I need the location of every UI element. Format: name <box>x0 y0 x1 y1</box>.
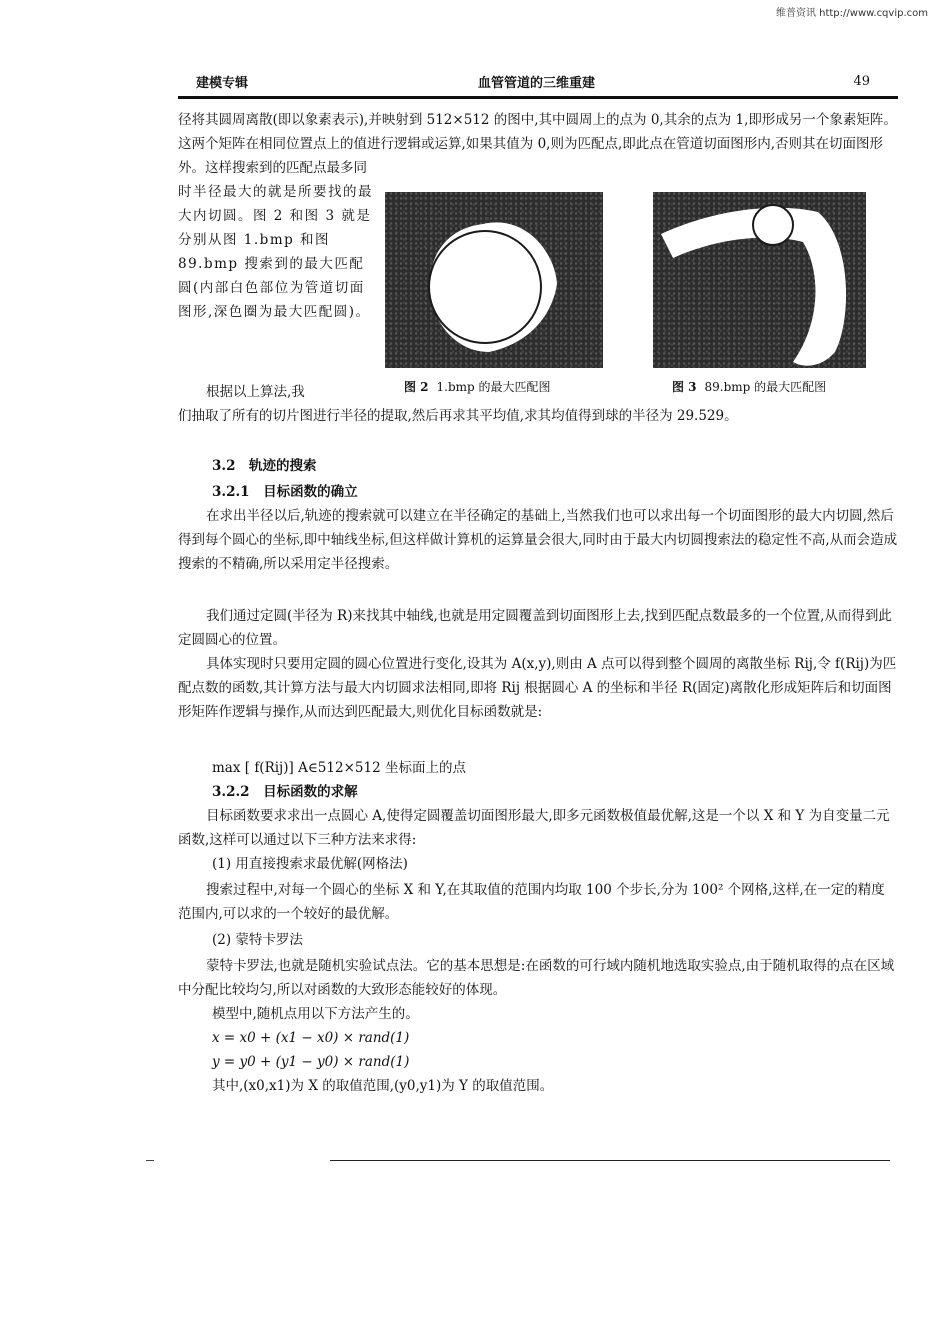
watermark: 维普资讯 http://www.cqvip.com <box>775 8 928 19</box>
figure-3-caption <box>672 378 826 395</box>
paragraph-2-start: 根据以上算法,我 <box>206 384 305 400</box>
heading-3-2-1: 3.2.1 目标函数的确立 <box>212 484 358 500</box>
paragraph-9: 模型中,随机点用以下方法产生的。 <box>212 1006 419 1022</box>
paragraph-8: 蒙特卡罗法,也就是随机实验试点法。它的基本思想是:在函数的可行域内随机地选取实验点,由于随机取得的点在区域中分配比较均匀,所以对函数的大致形态能较好的体现。 <box>178 958 895 998</box>
page-number: 49 <box>853 74 870 89</box>
footer-tick <box>146 1160 154 1161</box>
paragraph-6: 目标函数要求求出一点圆心 A,使得定圆覆盖切面图形最大,即多元函数极值最优解,这是一个以 X 和 Y 为自变量二元函数,这样可以通过以下三种方法来求得: <box>178 808 890 848</box>
running-header <box>178 66 898 94</box>
header-section: 建模专辑 <box>196 76 249 91</box>
figure-2-graphic <box>385 192 603 368</box>
paragraph-1: 径将其圆周离散(即以象素表示),并映射到 512×512 的图中,其中圆周上的点为 0,其余的点为 1,即形成另一个象素矩阵。这两个矩阵在相同位置点上的值进行逻辑或运算,如果其值为 0,则为匹配点,即此点在管道切面图形内,否则其在切面图形外。这样搜索到的匹配点最多同 <box>178 112 897 176</box>
header-title: 血管管道的三维重建 <box>478 76 596 91</box>
paragraph-7: 搜索过程中,对每一个圆心的坐标 X 和 Y,在其取值的范围内均取 100 个步长,分为 100² 个网格,这样,在一定的精度范围内,可以求的一个较好的最优解。 <box>178 882 885 922</box>
paragraph-4: 我们通过定圆(半径为 R)来找其中轴线,也就是用定圆覆盖到切面图形上去,找到匹配点数最多的一个位置,从而得到此定圆圆心的位置。 <box>178 608 892 648</box>
figure-2-caption-text: 1.bmp 的最大匹配图 <box>436 380 551 394</box>
heading-3-2: 3.2 轨迹的搜索 <box>212 458 317 474</box>
footer-rule <box>330 1160 890 1161</box>
heading-3-2-2: 3.2.2 目标函数的求解 <box>212 784 358 800</box>
paragraph-2: 们抽取了所有的切片图进行半径的提取,然后再求其平均值,求其均值得到球的半径为 29.529。 <box>178 408 738 424</box>
paragraph-10: 其中,(x0,x1)为 X 的取值范围,(y0,y1)为 Y 的取值范围。 <box>212 1078 554 1094</box>
figure-3-caption-text: 89.bmp 的最大匹配图 <box>704 380 827 394</box>
method-1-heading: (1) 用直接搜索求最优解(网格法) <box>212 856 408 872</box>
paragraph-3: 在求出半径以后,轨迹的搜索就可以建立在半径确定的基础上,当然我们也可以求出每一个切面图形的最大内切圆,然后得到每个圆心的坐标,即中轴线坐标,但这样做计算机的运算量会很大,同时由于最大内切圆搜索法的稳定性不高,从而会造成搜索的不精确,所以采用定半径搜索。 <box>178 508 898 572</box>
figure-3-graphic <box>653 192 866 368</box>
objective-formula: max [ f(Rij)] A∈512×512 坐标面上的点 <box>212 760 466 776</box>
figure-3-label: 图 3 <box>672 380 697 394</box>
figure-2-label: 图 2 <box>404 380 429 394</box>
header-rule <box>178 96 898 99</box>
method-2-heading: (2) 蒙特卡罗法 <box>212 932 303 948</box>
paragraph-5: 具体实现时只要用定圆的圆心位置进行变化,设其为 A(x,y),则由 A 点可以得到整个圆周的离散坐标 Rij,令 f(Rij)为匹配点数的函数,其计算方法与最大内切圆求法相同,即将 Rij 根据圆心 A 的坐标和半径 R(固定)离散化形成矩阵后和切面图形矩阵作逻辑与操作,从而达到匹配最大,则优化目标函数就是: <box>178 656 897 720</box>
figure-2-caption <box>404 378 551 395</box>
equation-y: y = y0 + (y1 − y0) × rand(1) <box>212 1054 410 1070</box>
equation-x: x = x0 + (x1 − x0) × rand(1) <box>212 1030 410 1046</box>
figure-2-image <box>385 192 603 368</box>
paragraph-1-wrap: 时半径最大的就是所要找的最大内切圆。图 2 和图 3 就是分别从图 1.bmp 和图 89.bmp 搜索到的最大匹配圆(内部白色部位为管道切面图形,深色圈为最大匹配圆)。 <box>178 184 373 320</box>
figure-3-image <box>653 192 866 368</box>
